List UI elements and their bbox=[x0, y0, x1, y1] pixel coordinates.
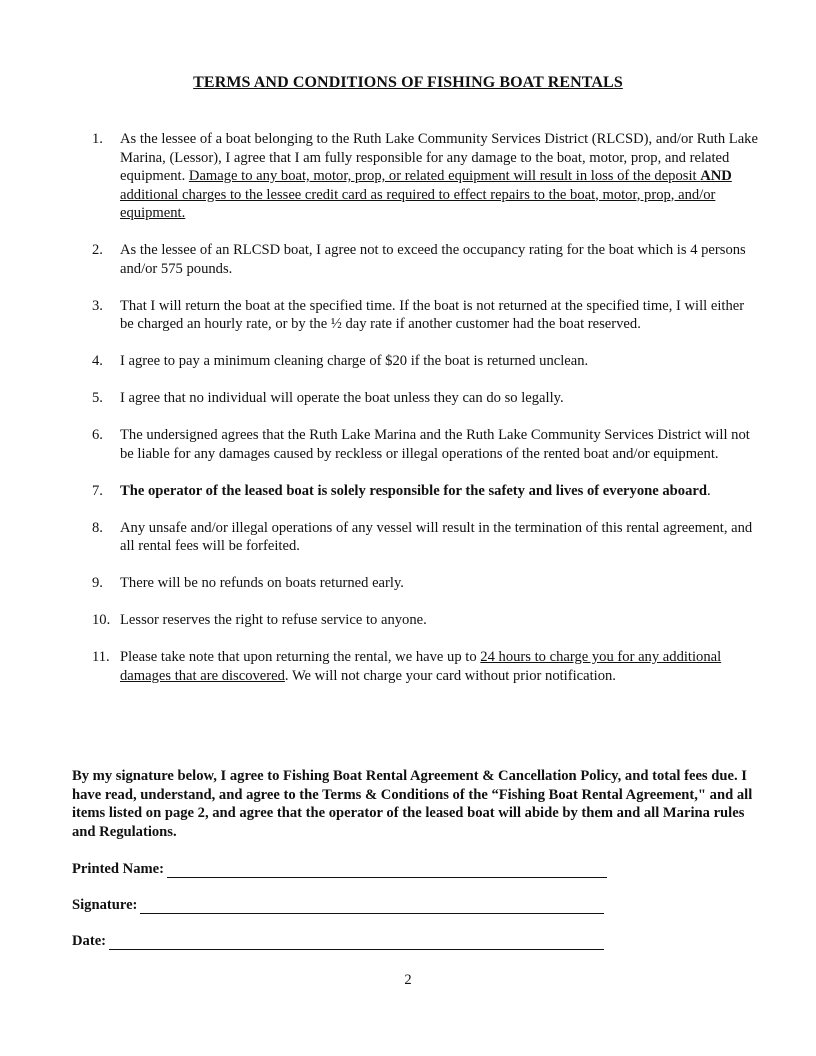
agreement-paragraph: By my signature below, I agree to Fishing Boat Rental Agreement & Cancellation Policy, and total fees due. I have read, understand, and agree to the Terms & Conditions of the “Fishing Boat Rental Agreement," and all items listed on page 2, and agree that the operator of the leased boat will abide by them and all Marina rules and Regulations. bbox=[72, 768, 753, 840]
signature-line[interactable] bbox=[140, 899, 604, 914]
page-number: 2 bbox=[404, 972, 412, 988]
page-title: TERMS AND CONDITIONS OF FISHING BOAT RENTALS bbox=[193, 74, 623, 91]
term-number: 1. bbox=[92, 131, 103, 147]
term-number: 7. bbox=[92, 482, 103, 499]
term-item bbox=[92, 130, 760, 223]
term-underlined-part: additional charges to the lessee credit card as required to effect repairs to the boat, motor, prop, and/or equipment. bbox=[120, 186, 716, 221]
term-number: 11. bbox=[92, 649, 110, 665]
term-item bbox=[92, 389, 760, 408]
term-underlined-text: 24 hours to charge you for any additional damages that are discovered bbox=[120, 649, 722, 684]
term-text: I agree to pay a minimum cleaning charge of $20 if the boat is returned unclean. bbox=[120, 353, 589, 369]
date-line[interactable] bbox=[109, 935, 604, 950]
term-text-part: As the lessee of a boat belonging to the Ruth Lake Community Services District (RLCSD), and/or Ruth Lake Marina, (Lessor), I agree that I am fully responsible for any damage to the boat, motor, prop, and related equipment. bbox=[120, 131, 758, 184]
term-item bbox=[92, 574, 760, 593]
date-field[interactable] bbox=[72, 933, 604, 950]
term-item bbox=[92, 648, 760, 685]
term-underlined-text bbox=[120, 168, 732, 221]
term-number: 2. bbox=[92, 242, 103, 258]
signature-label: Signature: bbox=[72, 897, 138, 913]
date-label: Date: bbox=[72, 933, 107, 949]
term-bold-text: The operator of the leased boat is solely responsible for the safety and lives of everyone aboard bbox=[120, 482, 707, 499]
term-text bbox=[120, 648, 760, 685]
term-text-part: . We will not charge your card without prior notification. bbox=[284, 667, 616, 684]
term-text: There will be no refunds on boats returned early. bbox=[120, 575, 404, 591]
term-number: 8. bbox=[92, 519, 103, 536]
printed-name-label: Printed Name: bbox=[72, 861, 164, 877]
term-bold-emphasis: AND bbox=[700, 168, 732, 184]
term-item bbox=[92, 297, 760, 334]
term-number: 5. bbox=[92, 390, 103, 406]
term-item bbox=[92, 426, 760, 463]
term-text: Any unsafe and/or illegal operations of any vessel will result in the termination of this rental agreement, and all rental fees will be forfeited. bbox=[120, 519, 753, 554]
term-text bbox=[120, 130, 760, 223]
term-text: Lessor reserves the right to refuse service to anyone. bbox=[120, 612, 427, 628]
term-text bbox=[120, 482, 760, 501]
term-text: As the lessee of an RLCSD boat, I agree not to exceed the occupancy rating for the boat which is 4 persons and/or 575 pounds. bbox=[120, 242, 746, 277]
term-text-part: . bbox=[706, 482, 711, 499]
term-text: That I will return the boat at the specified time. If the boat is not returned at the specified time, I will either be charged an hourly rate, or by the ½ day rate if another customer had the boat reserved. bbox=[120, 297, 745, 332]
term-item bbox=[92, 482, 760, 501]
term-text-part: Please take note that upon returning the rental, we have up to bbox=[120, 649, 481, 665]
terms-list bbox=[92, 130, 760, 704]
term-item bbox=[92, 352, 760, 371]
term-number: 9. bbox=[92, 575, 103, 591]
term-text: The undersigned agrees that the Ruth Lake Marina and the Ruth Lake Community Services District will not be liable for any damages caused by reckless or illegal operations of the rented boat and/or equipment. bbox=[120, 427, 750, 462]
term-text: I agree that no individual will operate the boat unless they can do so legally. bbox=[120, 390, 564, 406]
term-number: 6. bbox=[92, 427, 103, 443]
term-item bbox=[92, 611, 760, 630]
term-item bbox=[92, 519, 760, 556]
printed-name-field[interactable] bbox=[72, 861, 607, 878]
term-number: 3. bbox=[92, 297, 103, 314]
term-item bbox=[92, 241, 760, 278]
term-underlined-part: Damage to any boat, motor, prop, or related equipment will result in loss of the deposit bbox=[188, 168, 701, 184]
term-number: 4. bbox=[92, 353, 103, 369]
signature-field[interactable] bbox=[72, 897, 604, 914]
term-number: 10. bbox=[92, 612, 111, 628]
printed-name-line[interactable] bbox=[167, 863, 607, 878]
